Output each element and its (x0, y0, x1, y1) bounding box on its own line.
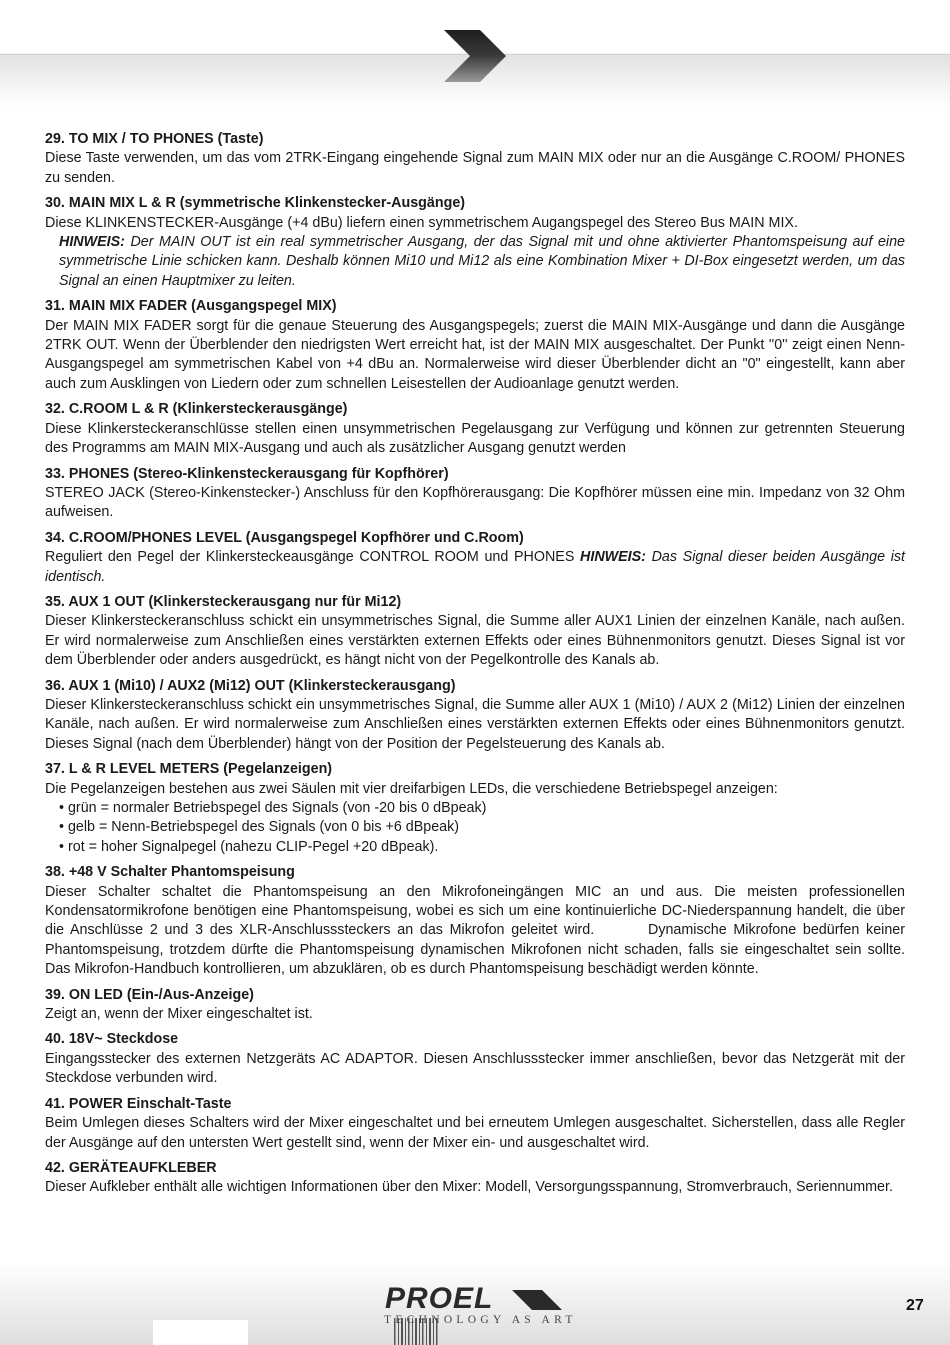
section-heading: 30. MAIN MIX L & R (symmetrische Klinkenstecker-Ausgänge) (45, 195, 466, 212)
page-number: 27 (906, 1297, 924, 1314)
section-40 (45, 1030, 905, 1088)
list-item: • rot = hoher Signalpegel (nahezu CLIP-Pegel +20 dBpeak). (59, 838, 439, 855)
section-heading: 31. MAIN MIX FADER (Ausgangspegel MIX) (45, 298, 337, 315)
section-text: Die Pegelanzeigen bestehen aus zwei Säulen mit vier dreifarbigen LEDs, die verschiedene Betriebspegel anzeigen: (45, 780, 778, 797)
section-31 (45, 297, 905, 394)
section-text: Diese KLINKENSTECKER-Ausgänge (+4 dBu) liefern einen symmetrischem Augangspegel des Stereo Bus MAIN MIX. (45, 214, 798, 231)
section-heading: 37. L & R LEVEL METERS (Pegelanzeigen) (45, 761, 333, 778)
section-29 (45, 130, 905, 188)
note-text: Der MAIN OUT ist ein real symmetrischer Ausgang, der das Signal mit und ohne aktivierter Phantomspeisung auf eine symmetrische Linie schicken kann. Deshalb können Mi10 und Mi12 als eine Kombination Mixer + DI-Box eingesetzt werden, um das Signal an einen Hauptmixer zu leiten. (59, 234, 905, 289)
section-heading: 40. 18V~ Steckdose (45, 1031, 179, 1048)
section-text: Beim Umlegen dieses Schalters wird der Mixer eingeschaltet und bei erneutem Umlegen ausgeschaltet. Sicherstellen, dass alle Regler der Ausgänge auf den untersten Wert gestellt sind, wenn der Mixer ein- und ausgeschaltet wird. (45, 1115, 905, 1151)
logo-brand: PROEL (385, 1282, 494, 1315)
inline-note-label: HINWEIS: (580, 549, 646, 566)
section-heading: 34. C.ROOM/PHONES LEVEL (Ausgangspegel Kopfhörer und C.Room) (45, 529, 524, 546)
section-heading: 39. ON LED (Ein-/Aus-Anzeige) (45, 986, 254, 1003)
section-35 (45, 593, 905, 671)
logo-tagline: TECHNOLOGY AS ART (384, 1314, 577, 1326)
section-heading: 32. C.ROOM L & R (Klinkersteckerausgänge) (45, 401, 348, 418)
section-32 (45, 400, 905, 458)
section-text (45, 548, 905, 587)
logo-wedge-icon (512, 1288, 564, 1312)
section-text: Dieser Klinkersteckeranschluss schickt ein unsymmetrisches Signal, die Summe aller AUX 1 (Mi10) / AUX 2 (Mi12) Linien der einzelnen Kanäle, nach außen. Er wird normalerweise zum Anschließen eines verstärkten externen Effekts oder eines Bühnenmonitors genutzt. Dieses Signal (nach dem Überblender) hängt von der Position der Pegelsteuerung des Kanals ab. (45, 696, 905, 752)
chevron-right-icon (442, 28, 508, 84)
section-38 (45, 863, 929, 979)
section-39 (45, 986, 905, 1025)
section-text: Diese Klinkersteckeranschlüsse stellen einen unsymmetrischen Pegelausgang zur Verfügung und können zur getrennten Steuerung des Programms am MAIN MIX-Ausgang und auch als zusätzlicher Ausgang genutzt werden (45, 420, 905, 457)
section-33 (45, 465, 905, 523)
document-body (45, 130, 929, 1204)
section-heading: 36. AUX 1 (Mi10) / AUX2 (Mi12) OUT (Klinkersteckerausgang) (45, 677, 456, 694)
section-37 (45, 760, 905, 857)
section-34 (45, 529, 905, 587)
section-30 (45, 194, 905, 291)
section-heading: 29. TO MIX / TO PHONES (Taste) (45, 131, 264, 147)
note-label: HINWEIS: (59, 234, 125, 251)
section-heading: 38. +48 V Schalter Phantomspeisung (45, 864, 295, 881)
list-item: • grün = normaler Betriebspegel des Signals (von -20 bis 0 dBpeak) (59, 800, 487, 816)
section-note (59, 233, 905, 291)
inline-note-text: Das Signal dieser beiden Ausgänge ist identisch. (45, 549, 906, 585)
section-text: Eingangsstecker des externen Netzgeräts AC ADAPTOR. Diesen Anschlussstecker immer anschließen, bevor das Netzgerät mit der Steckdose verbunden wird. (45, 1050, 905, 1087)
section-36 (45, 677, 905, 755)
section-heading: 33. PHONES (Stereo-Klinkensteckerausgang für Kopfhörer) (45, 465, 449, 482)
section-text: Dieser Aufkleber enthält alle wichtigen Informationen über den Mixer: Modell, Versorgungsspannung, Stromverbrauch, Seriennummer. (45, 1179, 893, 1196)
section-heading: 35. AUX 1 OUT (Klinkersteckerausgang nur für Mi12) (45, 593, 402, 610)
section-text: Dieser Schalter schaltet die Phantomspeisung an den Mikrofoneingängen MIC an und aus. Die meisten professionellen Kondensatormikrofone benötigen eine Phantomspeisung, wobei es sich um eine kontinuierliche DC-Niederspannung handelt, die über die Anschlüsse 2 und 3 des XLR-Anschlusssteckers an das Mikrofon geleitet wird. Dynamische Mikrofone bedürfen keiner Phantomspeisung, trotzdem dürfte die Phantomspeisung dynamischen Mikrofonen nicht schaden, falls sie eingeschaltet sein sollte. Das Mikrofon-Handbuch kontrollieren, um abzuklären, ob es durch Phantomspeisung beschädigt werden könnte. (45, 883, 929, 978)
section-42 (45, 1159, 905, 1198)
section-heading: 42. GERÄTEAUFKLEBER (45, 1159, 217, 1176)
section-text: Diese Taste verwenden, um das vom 2TRK-Eingang eingehende Signal zum MAIN MIX oder nur an die Ausgänge C.ROOM/ PHONES zu senden. (45, 150, 905, 186)
section-text: Dieser Klinkersteckeranschluss schickt ein unsymmetrisches Signal, die Summe aller AUX1 Linien der einzelnen Kanäle, nach außen. Er wird normalerweise zum Anschließen eines verstärkten externen Effekts oder eines Bühnenmonitors genutzt. Dieses Signal ist vor dem Überblender oder anders ausgedrückt, es hängt nicht von der Pegelkontrolle des Kanals ab. (45, 613, 905, 669)
section-text-main: Reguliert den Pegel der Klinkersteckeausgänge CONTROL ROOM und PHONES (45, 549, 581, 566)
section-heading: 41. POWER Einschalt-Taste (45, 1095, 232, 1112)
section-text: Zeigt an, wenn der Mixer eingeschaltet ist. (45, 1006, 313, 1023)
section-text: STEREO JACK (Stereo-Kinkenstecker-) Anschluss für den Kopfhörerausgang: Die Kopfhörer müssen eine min. Impedanz von 32 Ohm aufweisen. (45, 484, 905, 521)
section-text: Der MAIN MIX FADER sorgt für die genaue Steuerung des Ausgangspegels; zuerst die MAIN MIX-Ausgänge und dann die Ausgänge 2TRK OUT. Wenn der Überblender den niedrigsten Wert erreicht hat, ist der MAIN MIX ausgeschaltet. Der Punkt ''0'' zeigt einen Nenn-Ausgangspegel am symmetrischen Kabel von +4 dBu an. Normalerweise wird dieser Überblender dicht an "0" eingestellt, kann aber auch zum Ausklingen von Liedern oder zum schnellen Leisestellen der Audioanlage genutzt werden. (45, 317, 905, 392)
footer-blank-block (153, 1320, 248, 1345)
section-41 (45, 1095, 905, 1153)
list-item: • gelb = Nenn-Betriebspegel des Signals (von 0 bis +6 dBpeak) (59, 819, 460, 836)
